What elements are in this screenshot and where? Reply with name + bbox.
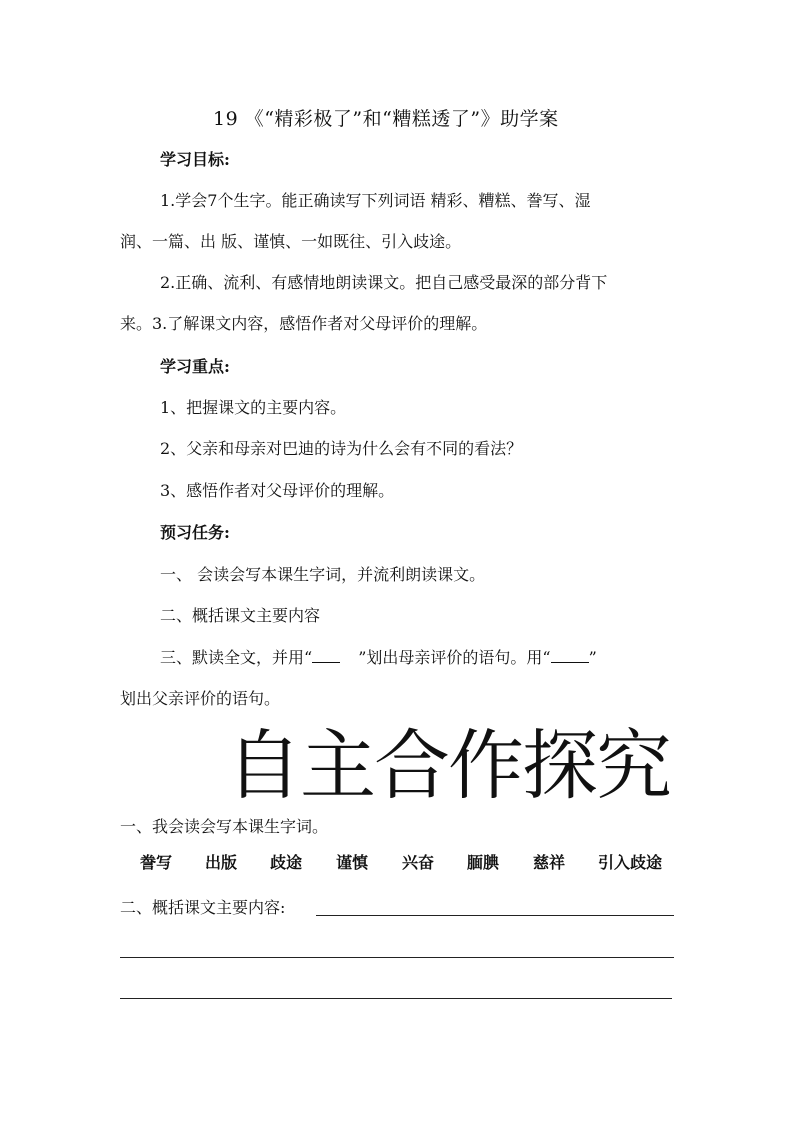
- key-point-item: 3、感悟作者对父母评价的理解。: [160, 481, 395, 500]
- key-point-item: 1、把握课文的主要内容。: [160, 398, 347, 417]
- preview-item-3-part-c: ”: [588, 648, 597, 667]
- section-2-heading: 二、概括课文主要内容:: [120, 898, 286, 917]
- preview-item-2: 二、概括课文主要内容: [160, 606, 321, 625]
- preview-item-3: [160, 648, 597, 668]
- vocab-word: 引入歧途: [598, 853, 663, 872]
- vocab-word: 出版: [205, 853, 238, 872]
- section-banner: 自主合作探究: [226, 721, 670, 810]
- vocab-word: 兴奋: [402, 853, 435, 872]
- vocab-word: 谨慎: [336, 853, 369, 872]
- objectives-line-4: 来。3.了解课文内容，感悟作者对父母评价的理解。: [120, 314, 488, 333]
- key-points-heading: 学习重点:: [160, 357, 230, 376]
- objectives-line-1: 1.学会7个生字。能正确读写下列词语 精彩、糟糕、誊写、湿: [160, 191, 591, 210]
- preview-item-3-part-a: 三、默读全文，并用“: [160, 648, 313, 667]
- objectives-line-3: 2.正确、流利、有感情地朗读课文。把自己感受最深的部分背下: [160, 273, 608, 292]
- preview-item-3-line-2: 划出父亲评价的语句。: [120, 689, 281, 708]
- preview-item-3-part-b: ”划出母亲评价的语句。用“: [358, 648, 551, 667]
- objectives-heading: 学习目标:: [160, 150, 230, 169]
- preview-item-1: 一、 会读会写本课生字词，并流利朗读课文。: [160, 565, 486, 584]
- vocab-word: 腼腆: [467, 853, 500, 872]
- father-underline-sample: [551, 648, 589, 663]
- page-title: 19 《“精彩极了”和“糟糕透了”》助学案: [213, 108, 559, 130]
- key-point-item: 2、父亲和母亲对巴迪的诗为什么会有不同的看法？: [160, 439, 523, 458]
- vocab-word: 歧途: [270, 853, 303, 872]
- vocab-word: 慈祥: [533, 853, 566, 872]
- vocab-word: 誊写: [140, 853, 173, 872]
- section-1-heading: 一、我会读会写本课生字词。: [120, 817, 329, 836]
- objectives-line-2: 润、一篇、出 版、谨慎、一如既往、引入歧途。: [120, 232, 462, 251]
- answer-line[interactable]: [316, 915, 674, 916]
- answer-line[interactable]: [120, 998, 672, 999]
- mother-underline-sample: [312, 648, 340, 663]
- preview-heading: 预习任务:: [160, 523, 230, 542]
- answer-line[interactable]: [120, 957, 674, 958]
